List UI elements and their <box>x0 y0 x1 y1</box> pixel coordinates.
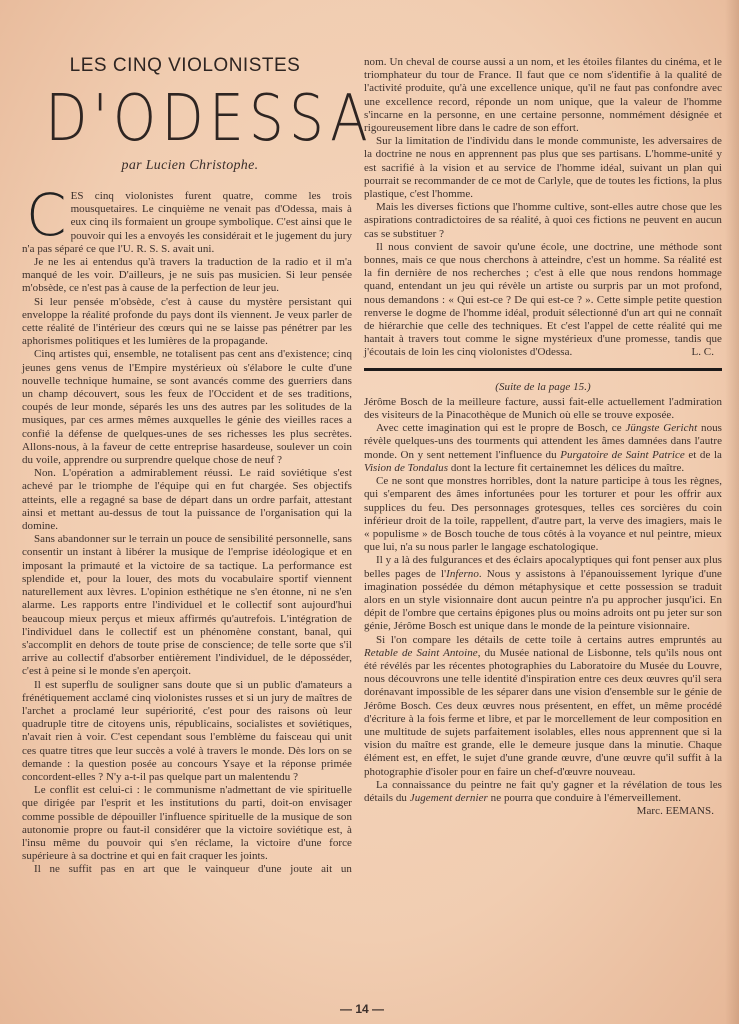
paragraph <box>364 475 722 554</box>
author-signature: L. C. <box>691 346 714 359</box>
paragraph <box>22 296 352 349</box>
paragraph-text: Le conflit est celui-ci : le communisme n'admettant de vie spirituelle que dirigée par l'esprit et les institutions du parti, doit-on envisager comme possible de dépouiller l'influence spirituelle de la musique de son autonomie propre ou faut-il considérer que la victoire soviétique est, à l'insu même du pouvoir qui s'en réclame, la victoire d'une force supérieure à sa doctrine et qui en fait craquer les joints. <box>22 784 352 863</box>
paragraph <box>364 634 722 779</box>
paragraph <box>22 181 352 256</box>
continuation-label: (Suite de la page 15.) <box>495 380 591 393</box>
italic-title-text: Jugement dernier <box>409 791 488 804</box>
page-edge-shadow <box>725 0 739 1024</box>
paragraph-text: et de la <box>684 448 722 461</box>
paragraph-text: nom. Un cheval de course aussi a un nom, et les étoiles filantes du cinéma, et le triomphateur du tour de France. Il faut que ce nom s'identifie à la qualité de l'activité produite, qu'à une excellence unique, qu'il ne faut pas confondre avec une excellence record, réponde un nom unique, que la valeur de l'homme s'incarne en la personne, en une certaine personne, nommément désignée et rigoureusement libre dans le cadre de son effort. <box>364 56 722 135</box>
paragraph-text: Sur la limitation de l'individu dans le monde communiste, les adversaires de la doctrine ne nous en apprennent pas plus que ses partisans. L'homme-unité y est sacrifié à la vision et au service de l'homme idéal, suivant un plan qui pourrait se recommander de ce mot de Carlyle, que de toutes les fictions, la plus plastique, c'est l'homme. <box>364 135 722 201</box>
paragraph <box>22 348 352 467</box>
italic-title-text: Jüngste Gericht <box>625 422 698 435</box>
paragraph-text: dont la lecture fit certainemnet les délices du maître. <box>448 461 685 474</box>
paragraph-text: Il est superflu de souligner sans doute que si un public d'amateurs a frénétiquement acclamé cinq violonistes russes et si un jury de maîtres de l'archet a proclamé leur supériorité, c'est pour des raisons où leur quadruple titre de citoyens unis, républicains, socialistes et soviétiques, n'avait rien à voir. C'est cependant sous l'emblème du faisceau qui unit ces quatre titres que leur succès a volé à travers le monde. Dès lors on se demande : la question posée au concours Ysaye et la réponse primée concordent-elles ? N'y a-t-il pas quelque part un malentendu ? <box>22 678 352 783</box>
paragraph <box>364 422 722 475</box>
drop-cap: C <box>26 181 67 249</box>
paragraph <box>22 679 352 785</box>
paragraph <box>22 533 352 678</box>
article-byline: par Lucien Christophe. <box>121 158 259 173</box>
paragraph <box>22 784 352 863</box>
paragraph-text: Il ne suffit pas en art que le vainqueur d'une joute ait un <box>34 863 352 876</box>
italic-title-text: Purgatoire de Saint Patrice <box>560 448 685 461</box>
paragraph-text: , du Musée national de Lisbonne, tels qu'ils nous ont été révélés par les récentes photographies du Laboratoire du Musée du Louvre, nous découvrons une telle identité d'inspiration entre ces deux œuvres qu'il sera dorénavant impossible de les séparer dans une vision d'ensemble sur le génie de Jérôme Bosch. Ces deux œuvres nous présentent, en effet, un même procédé d'écriture à la fois ferme et libre, et par le morcellement de leur composition en une multitude de sujets parfaitement isolables, elles nous apprennent que si la vision du maître est grande, elle le demeure jusque dans la minutie. Chaque élément est, en effet, le sujet d'une grande œuvre, d'une œuvre qu'il suffit à la photographie d'isoler pour en faire un chef-d'œuvre nouveau. <box>364 646 723 778</box>
article-title: D'ODESSA <box>45 82 373 156</box>
article-right-column <box>364 56 722 818</box>
paragraph-text: Non. L'opération a admirablement réussi. Le raid soviétique s'est achevé par le triomphe de l'équipe qui en fut chargée. Ses objectifs atteints, elle a regagné sa base de départ dans un ordre parfait, attestant ainsi et mettant au-dessus de tout la puissance de l'organisation qui la domine. <box>22 467 352 533</box>
paragraph-text: La connaissance du peintre ne fait qu'y gagner et la révélation de tous les détails du <box>364 778 722 804</box>
paragraph <box>364 396 722 422</box>
page-number: — 14 — <box>340 1002 385 1016</box>
article-kicker: LES CINQ VIOLONISTES <box>69 55 301 76</box>
continuation-body <box>364 395 723 818</box>
paragraph-text: Cinq artistes qui, ensemble, ne totalisent pas cent ans d'existence; cinq jeunes gens venus de l'Empire mystérieux où s'élabore le culte d'une nouvelle technique humaine, se sont avancés comme des guerriers dans un champ découvert, sous les feux de l'Occident et de ses traditions, coupés de leur monde, séparés les uns des autres par les solitudes de la musiques, par ces armes mêmes auxquelles le génie des vieilles races a confié la défense de quelques-unes de ses richesses les plus secrètes. Allons-nous, à la faveur de cette entreprise hasardeuse, soulever un coin du voile, apprendre ou surprendre quelque chose de neuf ? <box>22 348 352 467</box>
paragraph-text: . Nous y assistons à l'épanouissement lyrique d'une imagination possédée du démon métaphysique et cette possession se traduit alors en un style visionnaire dont aucun peintre n'a pu approcher jusqu'ici. En dépit de l'ombre que certains épigones plus ou moins adroits ont pu jeter sur son génie, Jérôme Bosch est unique dans le monde de la peinture visionnaire. <box>364 567 722 633</box>
author-signature: Marc. EEMANS. <box>636 805 714 818</box>
paragraph-text: ne pourra que conduire à l'émerveillement. <box>487 791 682 804</box>
paragraph <box>22 467 352 533</box>
paragraph-text: nous révèle quelques-uns des tourments qui attendent les âmes damnées dans l'autre monde. On y sent nettement l'influence du <box>364 422 723 461</box>
paragraph <box>22 863 352 876</box>
paragraph-text: Si l'on compare les détails de cette toile à certains autres empruntés au <box>376 633 722 646</box>
paragraph-text: Il nous convient de savoir qu'une école, une doctrine, une méthode sont bonnes, mais ce que nous cherchons à atteindre, c'est un homme. Sa réalité est la fin dernière de nos recherches ; c'est à elle que nous rendons hommage quand, entendant un jeu qui révèle un artiste ou surpris par un mot profond, nous demandons : « Qui est-ce ? De qui est-ce ? ». Cette simple petite question renverse le dogme de l'homme idéal, produit sélectionné d'un art qui ne connaît de hiérarchie que celle des techniques. Et c'est l'appel de cette réalité qui me hantait à travers tout comme le signe mystérieux d'une promesse, tandis que j'écoutais de loin les cinq violonistes d'Odessa. <box>364 240 722 359</box>
paragraph <box>364 201 722 241</box>
right-column-body <box>364 56 722 360</box>
italic-title-text: Inferno <box>446 567 479 580</box>
paragraph <box>364 135 722 201</box>
paragraph-text: Il y a là des fulgurances et des éclairs apocalyptiques qui font penser aux plus belles pages de l' <box>364 554 722 580</box>
italic-title-text: Retable de Saint Antoine <box>364 646 478 659</box>
italic-title-text: Vision de Tondalus <box>364 461 449 474</box>
paragraph-text: Mais les diverses fictions que l'homme cultive, sont-elles autre chose que les aspirations contradictoires de sa réalité, à quoi ces fictions ne peuvent en aucun cas se substituer ? <box>364 201 722 240</box>
paragraph <box>364 241 722 360</box>
paragraph-text: Je ne les ai entendus qu'à travers la traduction de la radio et il m'a manqué de les voir. D'ailleurs, je ne suis pas musicien. Si leur pensée m'obsède, ce n'est pas à cause de la perfection de leur jeu. <box>22 256 352 295</box>
paragraph <box>364 56 722 135</box>
left-column-body <box>22 181 352 877</box>
paragraph-text: Si leur pensée m'obsède, c'est à cause du mystère persistant qui enveloppe la réalité profonde du pays dont ils viennent. Je veux parler de cette réalité de l'intérieur des cœurs qui ne se laisse pas pénétrer par les aphorismes politiques et les lumières de la propagande. <box>22 295 352 348</box>
paragraph <box>364 778 722 818</box>
paragraph <box>364 554 722 633</box>
paragraph <box>22 256 352 296</box>
article-left-column <box>22 181 352 877</box>
section-divider <box>364 368 722 371</box>
paragraph-text: Avec cette imagination qui est le propre de Bosch, ce <box>376 422 626 435</box>
paragraph-text: Sans abandonner sur le terrain un pouce de sensibilité personnelle, sans consentir un instant à libérer la musique de l'emprise idéologique et en imposant la primauté et la victoire de sa tactique. La performance est splendide et, pour la louer, des mots du vocabulaire sportif viennent naturellement aux lèvres. L'opinion esthétique ne s'en étonne, ni ne s'en alarme. Les rapports entre l'individuel et le collectif sont aujourd'hui beaucoup mieux perçus et mieux affirmés qu'autrefois. L'intégration de l'individuel dans le collectif est un phénomène constant, banal, qui s'accomplit en dehors de toute prise de conscience; de telle sorte que s'il arrive au collectif d'absorber entièrement l'individuel, de le déposséder, c'est à peine si le monde s'en aperçoit. <box>22 533 352 678</box>
paragraph-text: Jérôme Bosch de la meilleure facture, aussi fait-elle actuellement l'admiration des visiteurs de la Pinacothèque de Munich où elle se trouve exposée. <box>364 395 722 422</box>
paragraph-text: ES cinq violonistes furent quatre, comme les trois mousquetaires. Le cinquième ne venait pas d'Odessa, mais à eux cinq ils formaient un groupe symbolique. C'est ainsi que le pouvoir qui les a envoyés les considérait et le jugement du jury n'a pas séparé ce que l'U. R. S. S. avait uni. <box>22 190 352 255</box>
paragraph-text: Ce ne sont que monstres horribles, dont la nature participe à tous les règnes, qui s'emparent des âmes infortunées pour les torturer et pour les offrir aux supplices du feu. Des personnages grotesques, telles ces sorcières du coin inférieur droit de la toile, rappellent, d'autre part, la verve des imagiers, mais le « populisme » de Bosch touche de tous côtés à la voyance et nul peintre, mieux que lui, n'a su nous parler le langage eschatologique. <box>364 475 722 554</box>
